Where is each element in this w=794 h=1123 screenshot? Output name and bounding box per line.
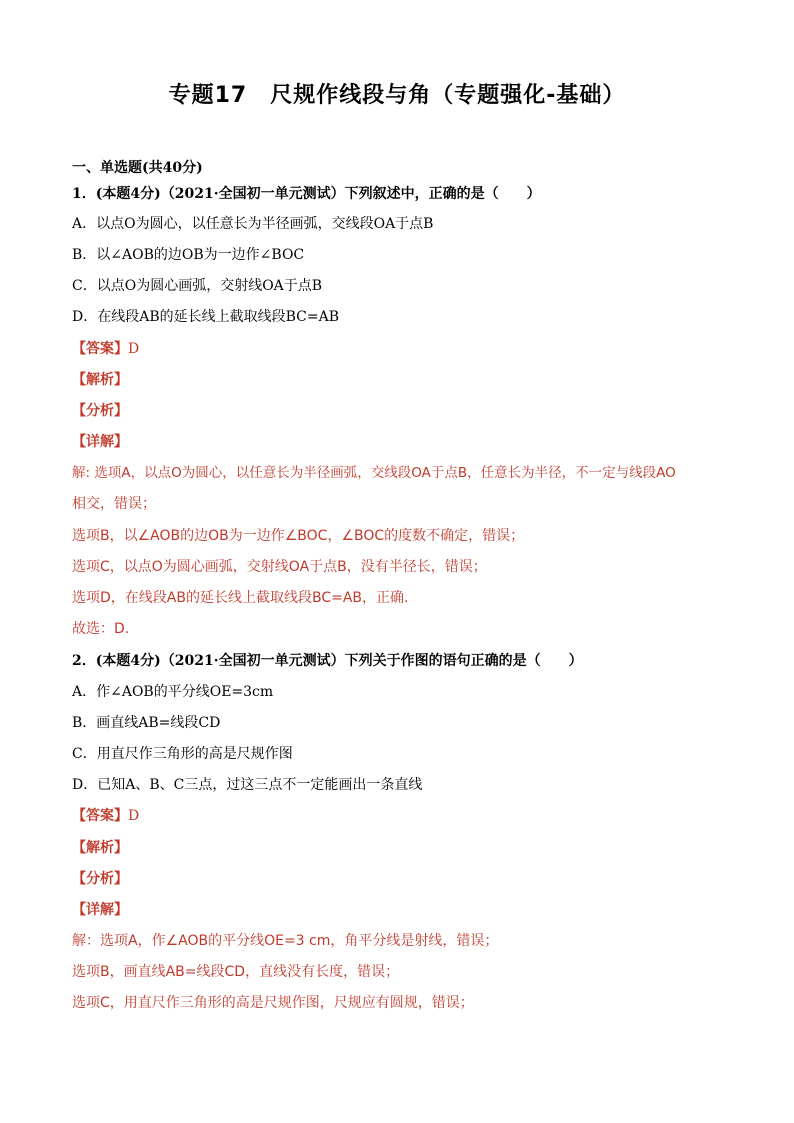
- question-2-detail-label: [72, 900, 732, 920]
- question-2-analysis-label: [72, 838, 732, 858]
- question-1-detail-label: [72, 432, 732, 452]
- question-1-option-c: C．以点O为圆心画弧，交射线OA于点B: [72, 278, 323, 294]
- question-1-stem: 1．(本题4分)（2021·全国初一单元测试）下列叙述中，正确的是（ ）: [72, 186, 541, 202]
- question-1-detail-line: 相交，错误；: [72, 496, 156, 512]
- answer-label: 【答案】: [72, 808, 128, 824]
- question-1-option-a: A．以点O为圆心，以任意长为半径画弧，交线段OA于点B: [72, 216, 434, 232]
- question-2-detail-line: 选项C，用直尺作三角形的高是尺规作图，尺规应有圆规，错误；: [72, 995, 474, 1011]
- page-title: 专题17 尺规作线段与角（专题强化-基础）: [168, 83, 626, 108]
- question-1-detail-line: 选项C，以点O为圆心画弧，交射线OA于点B，没有半径长，错误；: [72, 559, 487, 575]
- answer-value: D: [128, 341, 140, 357]
- question-2-option-a: A．作∠AOB的平分线OE=3cm: [72, 684, 274, 700]
- section-heading: 一、单选题(共40分): [72, 160, 203, 176]
- question-2-option-b: B．画直线AB=线段CD: [72, 715, 221, 731]
- question-1-detail-line: 故选：D.: [72, 621, 130, 637]
- question-2-answer-row: [72, 806, 732, 826]
- question-1-option-d: D．在线段AB的延长线上截取线段BC=AB: [72, 309, 340, 325]
- answer-value: D: [128, 808, 140, 824]
- fenxi-label: 【分析】: [72, 403, 128, 419]
- question-1-analysis-label: [72, 370, 732, 390]
- question-2-option-c: C．用直尺作三角形的高是尺规作图: [72, 746, 293, 762]
- question-1-detail-line: 选项B，以∠AOB的边OB为一边作∠BOC，∠BOC的度数不确定，错误；: [72, 528, 525, 544]
- question-2-detail-line: 解：选项A，作∠AOB的平分线OE=3 cm，角平分线是射线，错误；: [72, 933, 499, 949]
- question-1-detail-line: 选项D，在线段AB的延长线上截取线段BC=AB，正确.: [72, 590, 409, 606]
- analysis-label: 【解析】: [72, 840, 128, 856]
- question-2-stem: 2．(本题4分)（2021·全国初一单元测试）下列关于作图的语句正确的是（ ）: [72, 653, 583, 669]
- question-1-detail-line: 解: 选项A，以点O为圆心，以任意长为半径画弧，交线段OA于点B，任意长为半径，不一定与线段AO: [72, 465, 676, 481]
- detail-label: 【详解】: [72, 902, 128, 918]
- question-2-option-d: D．已知A、B、C三点，过这三点不一定能画出一条直线: [72, 777, 423, 793]
- answer-label: 【答案】: [72, 341, 128, 357]
- question-1-answer-row: [72, 339, 732, 359]
- detail-label: 【详解】: [72, 434, 128, 450]
- question-2-detail-line: 选项B，画直线AB=线段CD，直线没有长度，错误；: [72, 964, 400, 980]
- analysis-label: 【解析】: [72, 372, 128, 388]
- question-1-fenxi-label: [72, 401, 732, 421]
- question-1-option-b: B．以∠AOB的边OB为一边作∠BOC: [72, 247, 305, 263]
- fenxi-label: 【分析】: [72, 871, 128, 887]
- question-2-fenxi-label: [72, 869, 732, 889]
